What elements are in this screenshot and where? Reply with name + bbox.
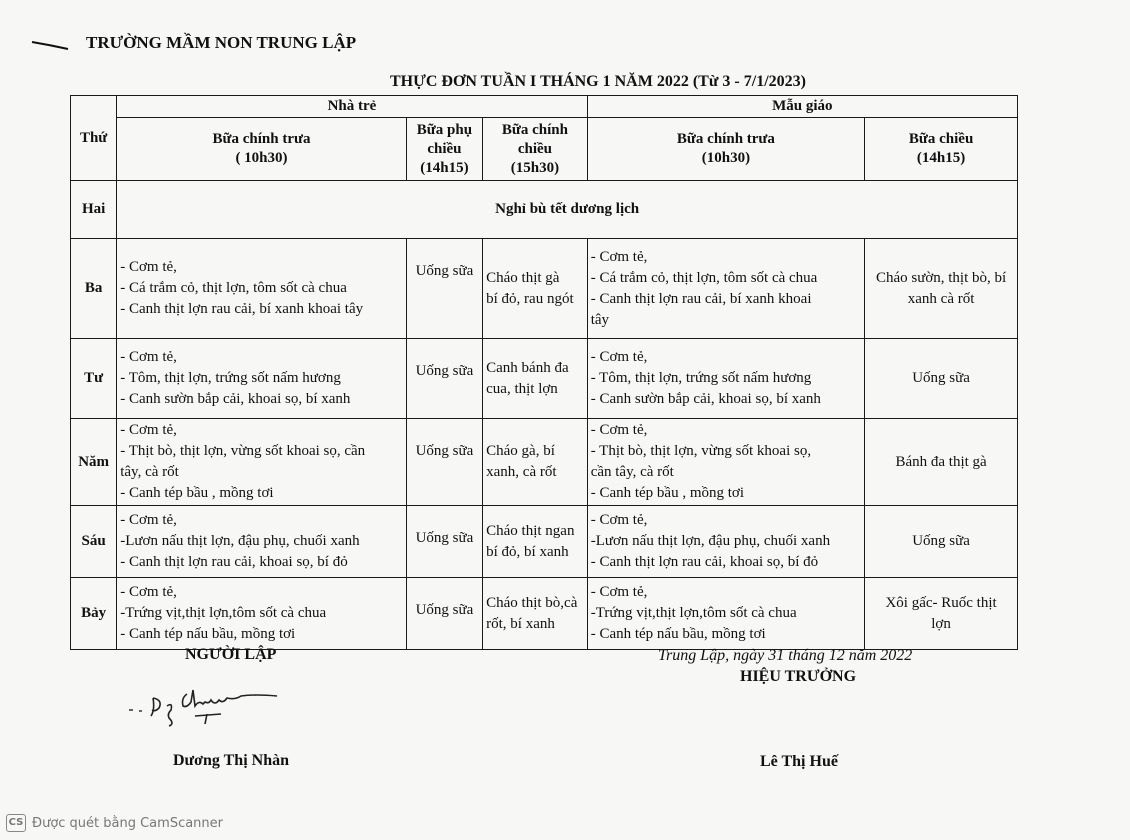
nha-tre-snack-cell: Uống sữa	[406, 578, 482, 650]
dish-line: - Cá trắm cỏ, thịt lợn, tôm sốt cà chua	[120, 280, 347, 296]
dish-line: Cháo sườn, thịt bò, bí	[875, 269, 1007, 286]
dish-line: tây	[590, 311, 610, 328]
dish-line: - Canh tép nấu bầu, mồng tơi	[590, 626, 766, 642]
handwritten-signature	[125, 680, 305, 735]
dish-line: - Canh tép bầu , mồng tơi	[590, 485, 745, 501]
dish-line: cần tây, cà rốt	[590, 464, 674, 480]
camscanner-text: Được quét bằng CamScanner	[32, 815, 224, 831]
mau-giao-afternoon-cell	[865, 339, 1018, 419]
nha-tre-snack-cell: Uống sữa	[406, 239, 482, 339]
nha-tre-lunch-cell	[117, 239, 407, 339]
nha-tre-afternoon-cell	[483, 339, 588, 419]
day-cell: Tư	[71, 339, 117, 419]
dish-line: - Cơm tẻ,	[590, 349, 648, 365]
table-row	[71, 239, 1018, 339]
camscanner-logo-icon: CS	[6, 814, 26, 832]
dish-line: - Canh sườn bắp cải, khoai sọ, bí xanh	[590, 391, 821, 407]
dish-line: bí đỏ, bí xanh	[486, 543, 569, 560]
col-header-line: (14h15)	[420, 159, 469, 176]
principal-title: HIỆU TRƯỞNG	[740, 668, 857, 685]
day-cell: Bảy	[71, 578, 117, 650]
nha-tre-lunch-cell	[117, 419, 407, 506]
col-header-4	[865, 118, 1018, 181]
dish-line: Uống sữa	[912, 370, 970, 386]
col-header-0	[117, 118, 407, 181]
col-header-line: Bữa chính trưa	[212, 131, 311, 147]
dish-line: tây, cà rốt	[120, 464, 179, 480]
pen-stroke-mark	[30, 38, 70, 56]
dish-line: - Cơm tẻ,	[120, 422, 177, 438]
dish-line: Cháo thịt ngan	[486, 522, 575, 539]
creator-name: Dương Thị Nhàn	[173, 752, 289, 769]
table-row	[71, 339, 1018, 419]
nha-tre-snack-cell: Uống sữa	[406, 506, 482, 578]
dish-line: - Canh thịt lợn rau cải, khoai sọ, bí đỏ	[590, 554, 819, 570]
school-name: TRƯỜNG MẦM NON TRUNG LẬP	[86, 33, 357, 52]
col-header-line: Bữa chính	[501, 121, 568, 138]
holiday-note: Nghỉ bù tết dương lịch	[117, 181, 1018, 239]
dish-line: - Canh tép bầu , mồng tơi	[120, 485, 274, 501]
day-cell: Sáu	[71, 506, 117, 578]
mau-giao-lunch-cell	[587, 506, 864, 578]
table-row	[71, 578, 1018, 650]
nha-tre-snack-cell: Uống sữa	[406, 419, 482, 506]
dish-line: - Thịt bò, thịt lợn, vừng sốt khoai sọ, cần	[120, 443, 366, 459]
dish-line: Canh bánh đa	[486, 359, 569, 376]
col-header-line: Bữa chiều	[908, 131, 974, 147]
col-header-line: Bữa chính trưa	[676, 131, 775, 147]
col-header-line: (14h15)	[916, 150, 966, 166]
mau-giao-afternoon-cell	[865, 578, 1018, 650]
nha-tre-afternoon-cell	[483, 506, 588, 578]
dish-line: - Cơm tẻ,	[590, 422, 648, 438]
principal-name: Lê Thị Huế	[760, 753, 838, 770]
mau-giao-lunch-cell	[587, 339, 864, 419]
dish-line: - Thịt bò, thịt lợn, vừng sốt khoai sọ,	[590, 443, 812, 459]
dish-line: bí đỏ, rau ngót	[486, 290, 574, 307]
dish-line: - Canh thịt lợn rau cải, bí xanh khoai tây	[120, 301, 364, 317]
dish-line: -Trứng vịt,thịt lợn,tôm sốt cà chua	[120, 605, 327, 621]
col-header-line: chiều	[427, 140, 462, 157]
dish-line: Uống sữa	[912, 533, 970, 549]
dish-line: - Cơm tẻ,	[590, 512, 648, 528]
dish-line: lợn	[931, 615, 951, 632]
dish-line: - Cơm tẻ,	[590, 584, 648, 600]
dish-line: xanh cà rốt	[907, 290, 975, 307]
dish-line: - Canh sườn bắp cải, khoai sọ, bí xanh	[120, 391, 351, 407]
col-header-1	[406, 118, 482, 181]
col-header-day: Thứ	[71, 96, 117, 181]
dish-line: cua, thịt lợn	[486, 380, 558, 397]
col-header-line: (10h30)	[701, 150, 751, 166]
sign-date: Trung Lập, ngày 31 tháng 12 năm 2022	[658, 647, 913, 664]
mau-giao-lunch-cell	[587, 578, 864, 650]
dish-line: -Trứng vịt,thịt lợn,tôm sốt cà chua	[590, 605, 797, 621]
dish-line: Cháo thịt gà	[486, 269, 560, 286]
dish-line: xanh, cà rốt	[486, 464, 557, 480]
mau-giao-lunch-cell	[587, 419, 864, 506]
group-header-mau-giao: Mẫu giáo	[587, 96, 1017, 118]
nha-tre-afternoon-cell	[483, 419, 588, 506]
nha-tre-snack-cell: Uống sữa	[406, 339, 482, 419]
dish-line: Cháo gà, bí	[486, 443, 555, 459]
nha-tre-lunch-cell	[117, 339, 407, 419]
col-header-line: Bữa phụ	[416, 121, 473, 138]
dish-line: - Tôm, thịt lợn, trứng sốt nấm hương	[120, 370, 341, 386]
nha-tre-afternoon-cell	[483, 239, 588, 339]
table-row	[71, 506, 1018, 578]
day-cell: Ba	[71, 239, 117, 339]
col-header-line: (15h30)	[510, 159, 560, 176]
day-cell: Năm	[71, 419, 117, 506]
menu-title: THỰC ĐƠN TUẦN I THÁNG 1 NĂM 2022 (Từ 3 - 7/1/2023)	[390, 73, 806, 90]
group-header-nha-tre: Nhà trẻ	[117, 96, 587, 118]
col-header-2	[483, 118, 588, 181]
dish-line: Bánh đa thịt gà	[895, 453, 987, 470]
table-row	[71, 419, 1018, 506]
dish-line: - Cơm tẻ,	[590, 248, 648, 265]
dish-line: Xôi gấc- Ruốc thịt	[885, 594, 997, 611]
dish-line: - Canh thịt lợn rau cải, khoai sọ, bí đỏ	[120, 554, 348, 570]
dish-line: - Cơm tẻ,	[120, 512, 177, 528]
nha-tre-lunch-cell	[117, 578, 407, 650]
mau-giao-afternoon-cell	[865, 239, 1018, 339]
creator-title: NGƯỜI LẬP	[185, 646, 277, 663]
mau-giao-afternoon-cell	[865, 506, 1018, 578]
day-cell: Hai	[71, 181, 117, 239]
dish-line: rốt, bí xanh	[486, 615, 555, 632]
dish-line: - Cơm tẻ,	[120, 349, 177, 365]
dish-line: - Cá trắm cỏ, thịt lợn, tôm sốt cà chua	[590, 269, 818, 286]
col-header-line: chiều	[517, 140, 552, 157]
col-header-line: ( 10h30)	[235, 150, 288, 166]
dish-line: - Canh thịt lợn rau cải, bí xanh khoai	[590, 290, 812, 307]
dish-line: Cháo thịt bò,cà	[486, 594, 578, 611]
col-header-3	[587, 118, 864, 181]
nha-tre-lunch-cell	[117, 506, 407, 578]
camscanner-watermark	[6, 814, 223, 832]
weekly-menu-table	[70, 95, 1018, 650]
mau-giao-afternoon-cell	[865, 419, 1018, 506]
dish-line: - Tôm, thịt lợn, trứng sốt nấm hương	[590, 370, 812, 386]
dish-line: - Cơm tẻ,	[120, 584, 177, 600]
table-row-holiday	[71, 181, 1018, 239]
dish-line: - Cơm tẻ,	[120, 259, 177, 275]
dish-line: -Lươn nấu thịt lợn, đậu phụ, chuối xanh	[590, 533, 831, 549]
dish-line: -Lươn nấu thịt lợn, đậu phụ, chuối xanh	[120, 533, 360, 549]
nha-tre-afternoon-cell	[483, 578, 588, 650]
dish-line: - Canh tép nấu bầu, mồng tơi	[120, 626, 296, 642]
mau-giao-lunch-cell	[587, 239, 864, 339]
